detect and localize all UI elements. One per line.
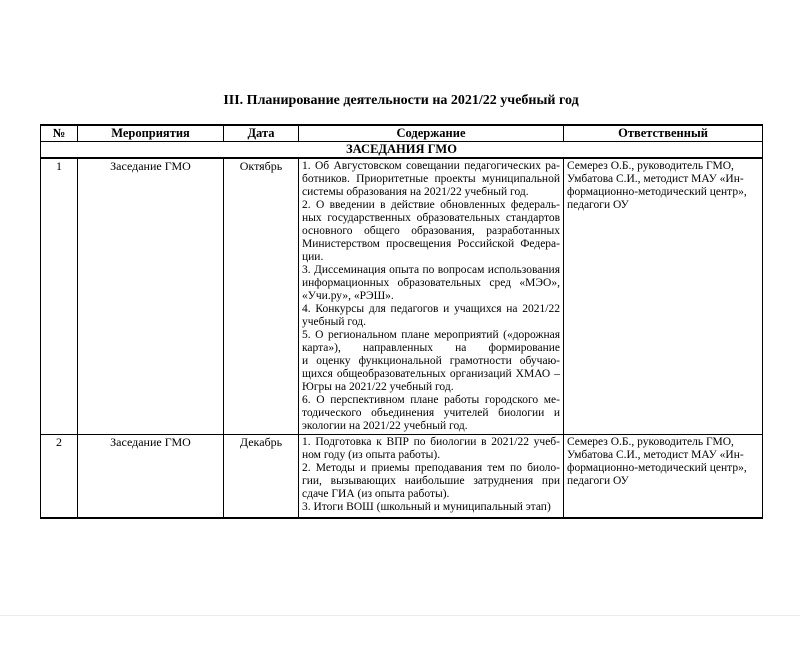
content-line: щихся общеобразовательных организаций ХМАО – [302, 368, 560, 380]
content-line: гии, вызывающих наибольшие затруднения при [302, 475, 560, 487]
content-line: Югры на 2021/22 учебный год. [302, 381, 454, 393]
section-header-row [41, 142, 763, 159]
content-line: «Учи.ру», «РЭШ». [302, 290, 394, 302]
col-header-date: Дата [224, 125, 299, 142]
cell-number: 2 [41, 435, 78, 519]
content-line: ном году (из опыта работы). [302, 449, 441, 461]
content-line: экологии на 2021/22 учебный год. [302, 420, 468, 432]
cell-event: Заседание ГМО [78, 435, 224, 519]
table-header-row [41, 125, 763, 142]
responsible-line: формационно-методический центр», [567, 462, 747, 474]
content-line: информационных образовательных сред «МЭО», [302, 277, 560, 289]
content-line: 5. О региональном плане мероприятий («дорожная [302, 329, 560, 341]
responsible-line: Семерез О.Б., руководитель ГМО, [567, 160, 734, 172]
content-line: 1. Подготовка к ВПР по биологии в 2021/22 учеб- [302, 436, 560, 448]
cell-number: 1 [41, 158, 78, 435]
content-line: 3. Итоги ВОШ (школьный и муниципальный этап) [302, 501, 551, 513]
content-line: 3. Диссеминация опыта по вопросам использования [302, 264, 560, 276]
col-header-responsible: Ответственный [564, 125, 763, 142]
responsible-line: педагоги ОУ [567, 199, 629, 211]
content-line: тодического объединения учителей биологии и [302, 407, 560, 419]
responsible-line: педагоги ОУ [567, 475, 629, 487]
content-line: 1. Об Августовском совещании педагогических ра- [302, 160, 560, 172]
cell-content [299, 435, 564, 519]
content-line: системы образования на 2021/22 учебный год. [302, 186, 529, 198]
content-line: сдаче ГИА (из опыта работы). [302, 488, 450, 500]
content-line: 4. Конкурсы для педагогов и учащихся на 2021/22 [302, 303, 560, 315]
content-line: 2. О введении в действие обновленных федераль- [302, 199, 560, 211]
content-line: ботников. Приоритетные проекты муниципальной [302, 173, 560, 185]
page-shadow-line [0, 615, 800, 616]
responsible-line: Умбатова С.И., методист МАУ «Ин- [567, 449, 744, 461]
table-row [41, 158, 763, 435]
table-row [41, 435, 763, 519]
planning-table [40, 124, 763, 519]
col-header-number: № [41, 125, 78, 142]
responsible-line: Умбатова С.И., методист МАУ «Ин- [567, 173, 744, 185]
content-line: ных государственных образовательных стандартов [302, 212, 560, 224]
col-header-events: Мероприятия [78, 125, 224, 142]
cell-date: Октябрь [224, 158, 299, 435]
responsible-line: Семерез О.Б., руководитель ГМО, [567, 436, 734, 448]
content-line: основного общего образования, разработанных [302, 225, 560, 237]
col-header-content: Содержание [299, 125, 564, 142]
content-line: Министерством просвещения Российской Федера- [302, 238, 560, 250]
page-title: III. Планирование деятельности на 2021/22 учебный год [223, 93, 579, 108]
cell-content [299, 158, 564, 435]
responsible-line: формационно-методический центр», [567, 186, 747, 198]
content-line: карта»), направленных на формирование [302, 342, 560, 354]
content-line: ции. [302, 251, 324, 263]
cell-event: Заседание ГМО [78, 158, 224, 435]
cell-date: Декабрь [224, 435, 299, 519]
document-page [0, 93, 800, 519]
table-body [41, 158, 763, 518]
cell-responsible [564, 435, 763, 519]
section-header: ЗАСЕДАНИЯ ГМО [41, 142, 763, 159]
content-line: 6. О перспективном плане работы городского ме- [302, 394, 560, 406]
content-line: 2. Методы и приемы преподавания тем по биоло- [302, 462, 560, 474]
content-line: учебный год. [302, 316, 366, 328]
cell-responsible [564, 158, 763, 435]
content-line: и оценку функциональной грамотности обучаю- [302, 355, 560, 367]
